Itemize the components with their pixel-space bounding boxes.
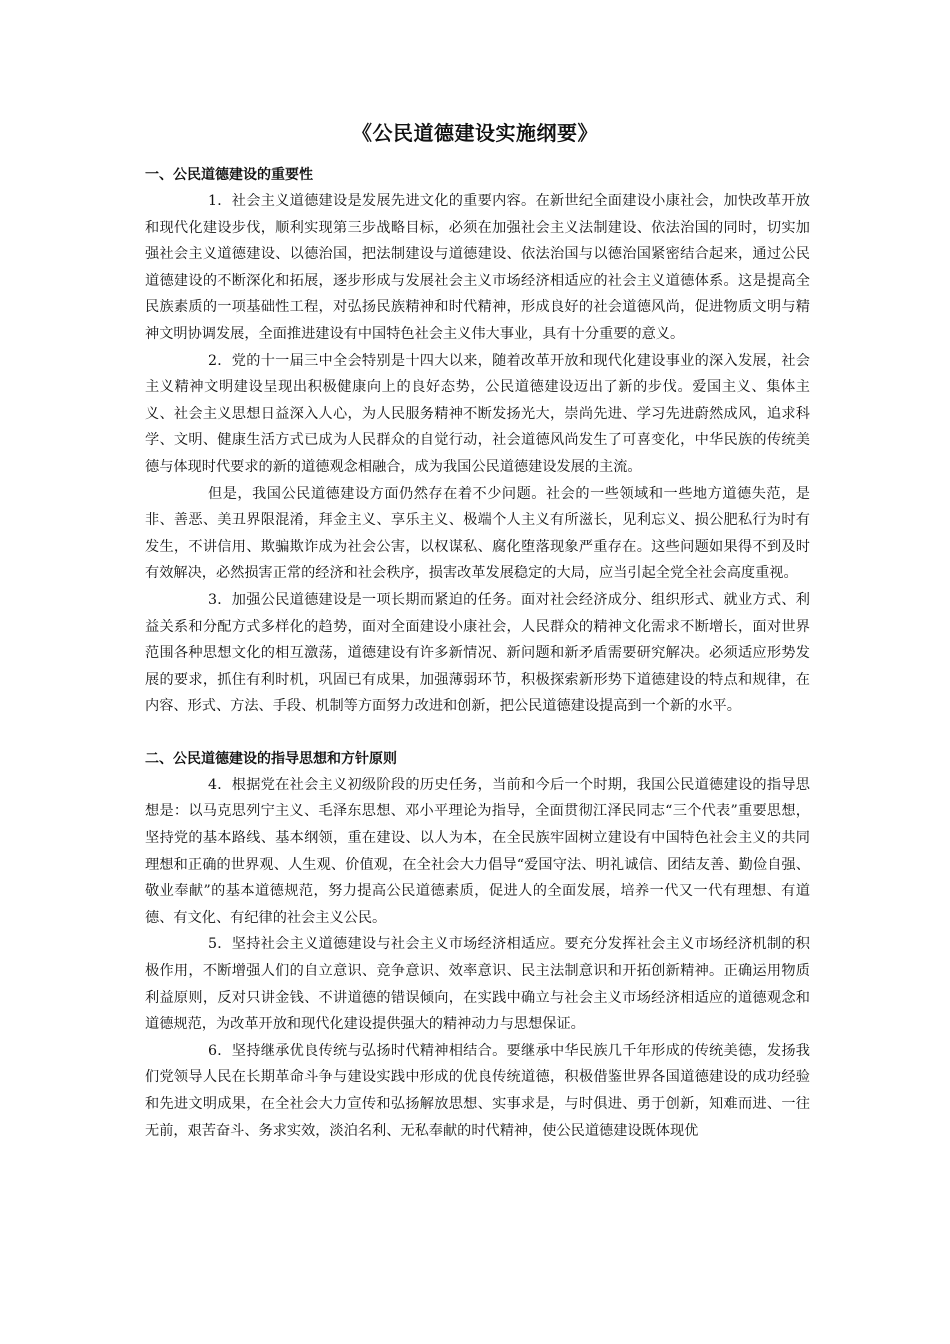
document-body xyxy=(145,162,810,1144)
paragraph: 3．加强公民道德建设是一项长期而紧迫的任务。面对社会经济成分、组织形式、就业方式、利益关系和分配方式多样化的趋势，面对全面建设小康社会，人民群众的精神文化需求不断增长，面对世界范围各种思想文化的相互激荡，道德建设有许多新情况、新问题和新矛盾需要研究解决。必须适应形势发展的要求，抓住有利时机，巩固已有成果，加强薄弱环节，积极探索新形势下道德建设的特点和规律，在内容、形式、方法、手段、机制等方面努力改进和创新，把公民道德建设提高到一个新的水平。 xyxy=(145,591,810,715)
paragraph: 4．根据党在社会主义初级阶段的历史任务，当前和今后一个时期，我国公民道德建设的指导思想是：以马克思列宁主义、毛泽东思想、邓小平理论为指导，全面贯彻江泽民同志“三个代表”重要思想，坚持党的基本路线、基本纲领，重在建设、以人为本，在全民族牢固树立建设有中国特色社会主义的共同理想和正确的世界观、人生观、价值观，在全社会大力倡导“爱国守法、明礼诚信、团结友善、勤俭自强、敬业奉献”的基本道德规范，努力提高公民道德素质，促进人的全面发展，培养一代又一代有理想、有道德、有文化、有纪律的社会主义公民。 xyxy=(145,776,810,926)
document-title: 《公民道德建设实施纲要》 xyxy=(352,121,598,145)
section-heading: 二、公民道德建设的指导思想和方针原则 xyxy=(145,750,397,767)
paragraph: 6．坚持继承优良传统与弘扬时代精神相结合。要继承中华民族几千年形成的传统美德，发扬我们党领导人民在长期革命斗争与建设实践中形成的优良传统道德，积极借鉴世界各国道德建设的成功经验和先进文明成果，在全社会大力宣传和弘扬解放思想、实事求是，与时俱进、勇于创新，知难而进、一往无前，艰苦奋斗、务求实效，淡泊名利、无私奉献的时代精神，使公民道德建设既体现优 xyxy=(145,1042,810,1139)
paragraph: 但是，我国公民道德建设方面仍然存在着不少问题。社会的一些领域和一些地方道德失范，是非、善恶、美丑界限混淆，拜金主义、享乐主义、极端个人主义有所滋长，见利忘义、损公肥私行为时有发生，不讲信用、欺骗欺诈成为社会公害，以权谋私、腐化堕落现象严重存在。这些问题如果得不到及时有效解决，必然损害正常的经济和社会秩序，损害改革发展稳定的大局，应当引起全党全社会高度重视。 xyxy=(145,485,810,582)
section-spacer xyxy=(145,720,810,746)
paragraph: 1．社会主义道德建设是发展先进文化的重要内容。在新世纪全面建设小康社会，加快改革开放和现代化建设步伐，顺利实现第三步战略目标，必须在加强社会主义法制建设、依法治国的同时，切实加强社会主义道德建设、以德治国，把法制建设与道德建设、依法治国与以德治国紧密结合起来，通过公民道德建设的不断深化和拓展，逐步形成与发展社会主义市场经济相适应的社会主义道德体系。这是提高全民族素质的一项基础性工程，对弘扬民族精神和时代精神，形成良好的社会道德风尚，促进物质文明与精神文明协调发展，全面推进建设有中国特色社会主义伟大事业，具有十分重要的意义。 xyxy=(145,193,810,342)
section-heading: 一、公民道德建设的重要性 xyxy=(145,167,313,183)
paragraph: 5．坚持社会主义道德建设与社会主义市场经济相适应。要充分发挥社会主义市场经济机制的积极作用，不断增强人们的自立意识、竞争意识、效率意识、民主法制意识和开拓创新精神。正确运用物质利益原则，反对只讲金钱、不讲道德的错误倾向，在实践中确立与社会主义市场经济相适应的道德观念和道德规范，为改革开放和现代化建设提供强大的精神动力与思想保证。 xyxy=(145,936,810,1033)
paragraph: 2．党的十一届三中全会特别是十四大以来，随着改革开放和现代化建设事业的深入发展，社会主义精神文明建设呈现出积极健康向上的良好态势，公民道德建设迈出了新的步伐。爱国主义、集体主义、社会主义思想日益深入人心，为人民服务精神不断发扬光大，崇尚先进、学习先进蔚然成风，追求科学、文明、健康生活方式已成为人民群众的自觉行动，社会道德风尚发生了可喜变化，中华民族的传统美德与体现时代要求的新的道德观念相融合，成为我国公民道德建设发展的主流。 xyxy=(145,352,810,475)
